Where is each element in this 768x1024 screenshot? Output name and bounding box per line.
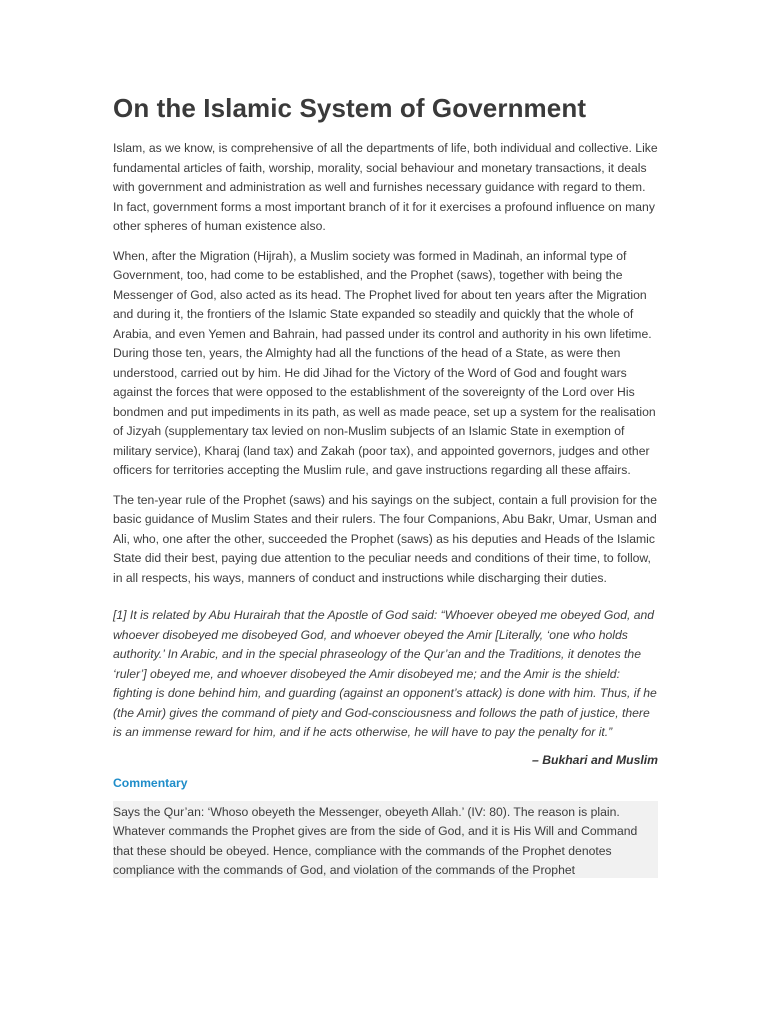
document-title: On the Islamic System of Government	[113, 93, 587, 123]
commentary-text: Says the Qur’an: ‘Whoso obeyeth the Messenger, obeyeth Allah.’ (IV: 80). The reason is plain. Whatever commands the Prophet gives are from the side of God, and it is His Will and Command that these should be obeyed. Hence, compliance with the commands of the Prophet denotes compliance with the commands of God, and violation of the commands of the Prophet	[113, 804, 638, 877]
history-paragraph: When, after the Migration (Hijrah), a Muslim society was formed in Madinah, an informal type of Government, too, had come to be established, and the Prophet (saws), together with being the Messenger of God, also acted as its head. The Prophet lived for about ten years after the Migration and during it, the frontiers of the Islamic State expanded so steadily and quickly that the whole of Arabia, and even Yemen and Bahrain, had passed under its control and authority in his own lifetime. During those ten, years, the Almighty had all the functions of the head of a State, as were then understood, carried out by him. He did Jihad for the Victory of the Word of God and fought wars against the forces that were opposed to the establishment of the sovereignty of the Lord over His bondmen and put impediments in its path, as well as made peace, set up a system for the realisation of Jizyah (supplementary tax levied on non-Muslim subjects of an Islamic State in exemption of military service), Kharaj (land tax) and Zakah (poor tax), and appointed governors, judges and other officers for territories accepting the Muslim rule, and gave instructions regarding all these affairs.	[113, 248, 656, 477]
commentary-box	[113, 801, 658, 878]
companions-paragraph: The ten-year rule of the Prophet (saws) and his sayings on the subject, contain a full provision for the basic guidance of Muslim States and their rulers. The four Companions, Abu Bakr, Umar, Usman and Ali, who, one after the other, succeeded the Prophet (saws) as his deputies and Heads of the Islamic State did their best, paying due attention to the peculiar needs and conditions of their time, to follow, in all respects, his ways, manners of conduct and instructions while discharging their duties.	[113, 492, 657, 585]
hadith-attribution: – Bukhari and Muslim	[532, 752, 658, 767]
document-page	[113, 92, 658, 878]
commentary-heading: Commentary	[113, 775, 188, 790]
hadith-quote: [1] It is related by Abu Hurairah that the Apostle of God said: “Whoever obeyed me obeyed God, and whoever disobeyed me disobeyed God, and whoever obeyed the Amir [Literally, ‘one who holds authority.’ In Arabic, and in the special phraseology of the Qur’an and the Traditions, it denotes the ‘ruler’] obeyed me, and whoever disobeyed the Amir disobeyed me; and the Amir is the shield: fighting is done behind him, and guarding (against an opponent’s attack) is done with him. Thus, if he (the Amir) gives the command of piety and God-consciousness and follows the path of justice, there is an immense reward for him, and if he acts otherwise, he will have to pay the penalty for it.”	[113, 608, 657, 739]
intro-paragraph: Islam, as we know, is comprehensive of all the departments of life, both individual and collective. Like fundamental articles of faith, worship, morality, social behaviour and monetary transactions, it deals with government and administration as well and furnishes necessary guidance with regard to them. In fact, government forms a most important branch of it for it exercises a profound influence on many other spheres of human existence also.	[113, 141, 658, 233]
